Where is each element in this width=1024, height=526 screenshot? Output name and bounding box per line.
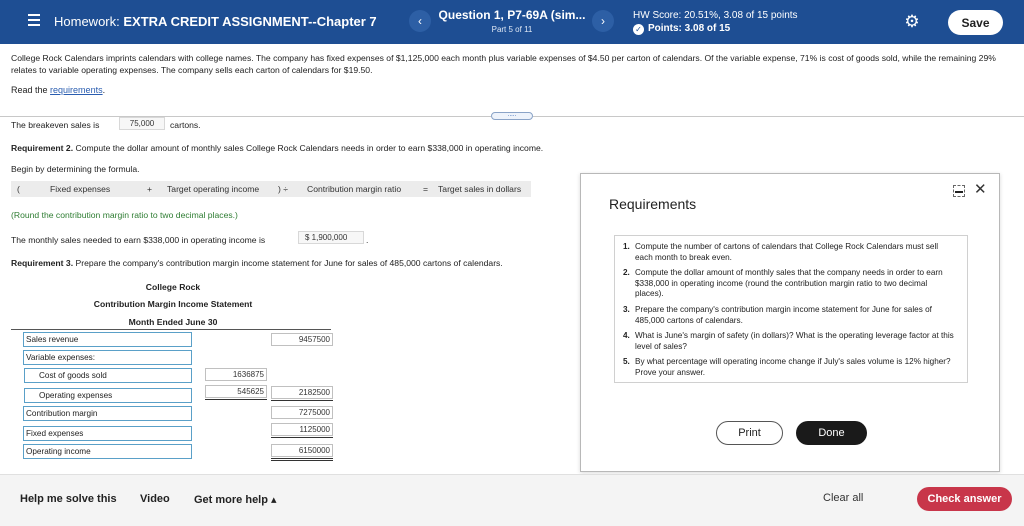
- requirements-list: 1. Compute the number of cartons of calendars that College Rock Calendars must sell each month to break even. 2. Compute the dollar amount of monthly sales that the company needs in order to earn $338,000 in operating income (round the contribution margin ratio to two decimal places). 3. Prepare the company's contribution margin income statement for June for sales of 485,000 cartons of calendars. 4. What is June's margin of safety (in dollars)? What is the operating leverage factor at this level of sales? 5. By what percentage will operating income change if July's sales volume is 12% higher? Prove your answer.: [614, 235, 968, 383]
- cogs-amount[interactable]: 1636875: [205, 368, 267, 381]
- statement-company: College Rock: [145, 282, 201, 292]
- homework-title: Homework: EXTRA CREDIT ASSIGNMENT--Chapter 7: [54, 14, 377, 29]
- read-requirements: Read the requirements.: [11, 85, 106, 95]
- fixed-expenses-label[interactable]: Fixed expenses: [23, 426, 192, 441]
- variable-expenses-label[interactable]: Variable expenses:: [23, 350, 192, 365]
- requirements-link[interactable]: requirements: [50, 85, 103, 95]
- cogs-label[interactable]: Cost of goods sold: [24, 368, 192, 383]
- sales-revenue-label[interactable]: Sales revenue: [23, 332, 192, 347]
- formula-equals: =: [423, 184, 429, 194]
- close-icon[interactable]: ✕: [974, 181, 987, 198]
- sales-revenue-amount[interactable]: 9457500: [271, 333, 333, 346]
- requirement-2: Requirement 2. Compute the dollar amount of monthly sales College Rock Calendars needs in order to earn $338,000 in operating income.: [11, 143, 544, 153]
- formula-target-sales: Target sales in dollars: [438, 184, 522, 194]
- divider: [533, 116, 1024, 117]
- minimize-icon[interactable]: [953, 185, 965, 197]
- begin-formula-text: Begin by determining the formula.: [11, 164, 140, 174]
- requirements-dialog: [580, 173, 1000, 472]
- formula-target-income[interactable]: Target operating income: [167, 184, 260, 194]
- operating-expenses-label[interactable]: Operating expenses: [24, 388, 192, 403]
- monthly-sales-field[interactable]: $ 1,900,000: [298, 231, 364, 244]
- operating-expenses-amount[interactable]: 545625: [205, 385, 267, 398]
- monthly-sales-label: The monthly sales needed to earn $338,000 in operating income is: [11, 235, 266, 245]
- total-variable-expenses-amount[interactable]: 2182500: [271, 386, 333, 399]
- get-more-help-button[interactable]: Get more help ▴: [194, 494, 277, 506]
- formula-fixed-expenses[interactable]: Fixed expenses: [50, 184, 111, 194]
- breakeven-label: The breakeven sales is: [11, 120, 100, 130]
- formula-open-paren: (: [17, 184, 20, 194]
- formula-plus: +: [147, 184, 153, 194]
- problem-statement: College Rock Calendars imprints calendars with college names. The company has fixed expenses of $1,125,000 each month plus variable expenses of $4.50 per carton of calendars. Of the variable expense, 71% is cost of goods sold, while the remaining 29% relates to variable operating expenses. The company sells each carton of calendars for $19.50.: [11, 53, 996, 75]
- settings-gear-icon[interactable]: ⚙: [904, 12, 920, 31]
- contribution-margin-label[interactable]: Contribution margin: [23, 406, 192, 421]
- operating-income-label[interactable]: Operating income: [23, 444, 192, 459]
- sales-period: .: [366, 235, 369, 245]
- statement-title: Contribution Margin Income Statement: [93, 299, 253, 309]
- previous-question-button[interactable]: ‹: [409, 10, 431, 32]
- subtotal-underline: [205, 399, 267, 400]
- clear-all-button[interactable]: Clear all: [823, 492, 864, 504]
- question-title[interactable]: Question 1, P7-69A (sim...: [438, 8, 586, 22]
- breakeven-unit: cartons.: [170, 120, 201, 130]
- formula-cm-ratio[interactable]: Contribution margin ratio: [307, 184, 402, 194]
- collapse-toggle-button[interactable]: .....: [491, 112, 533, 120]
- formula-row: [11, 181, 531, 197]
- next-question-button[interactable]: ›: [592, 10, 614, 32]
- double-underline: [271, 460, 333, 461]
- done-button[interactable]: Done: [796, 421, 867, 445]
- divider: [0, 116, 491, 117]
- footer-bar: [0, 474, 1024, 526]
- rounding-hint: (Round the contribution margin ratio to two decimal places.): [11, 210, 238, 220]
- subtotal-underline: [271, 400, 333, 401]
- double-underline: [271, 458, 333, 459]
- statement-period: Month Ended June 30: [128, 317, 218, 327]
- points: ✓ Points: 3.08 of 15: [633, 23, 730, 35]
- fixed-expenses-amount[interactable]: 1125000: [271, 423, 333, 436]
- help-me-solve-button[interactable]: Help me solve this: [20, 493, 117, 505]
- contribution-margin-amount[interactable]: 7275000: [271, 406, 333, 419]
- question-part: Part 5 of 11: [491, 25, 533, 34]
- statement-divider: [11, 329, 331, 330]
- subtotal-underline: [271, 437, 333, 438]
- check-answer-button[interactable]: Check answer: [917, 487, 1012, 511]
- breakeven-cartons-field[interactable]: 75,000: [119, 117, 165, 130]
- requirement-3: Requirement 3. Prepare the company's contribution margin income statement for June for sales of 485,000 cartons of calendars.: [11, 258, 503, 268]
- hw-score: HW Score: 20.51%, 3.08 of 15 points: [633, 10, 798, 21]
- points-icon: ✓: [633, 24, 644, 35]
- dialog-title: Requirements: [609, 196, 697, 212]
- save-button[interactable]: Save: [948, 10, 1003, 35]
- video-button[interactable]: Video: [140, 493, 170, 505]
- operating-income-amount[interactable]: 6150000: [271, 444, 333, 457]
- menu-icon[interactable]: [28, 14, 40, 26]
- print-button[interactable]: Print: [716, 421, 783, 445]
- top-bar: [0, 0, 1024, 44]
- formula-close-divide: ) ÷: [278, 184, 288, 194]
